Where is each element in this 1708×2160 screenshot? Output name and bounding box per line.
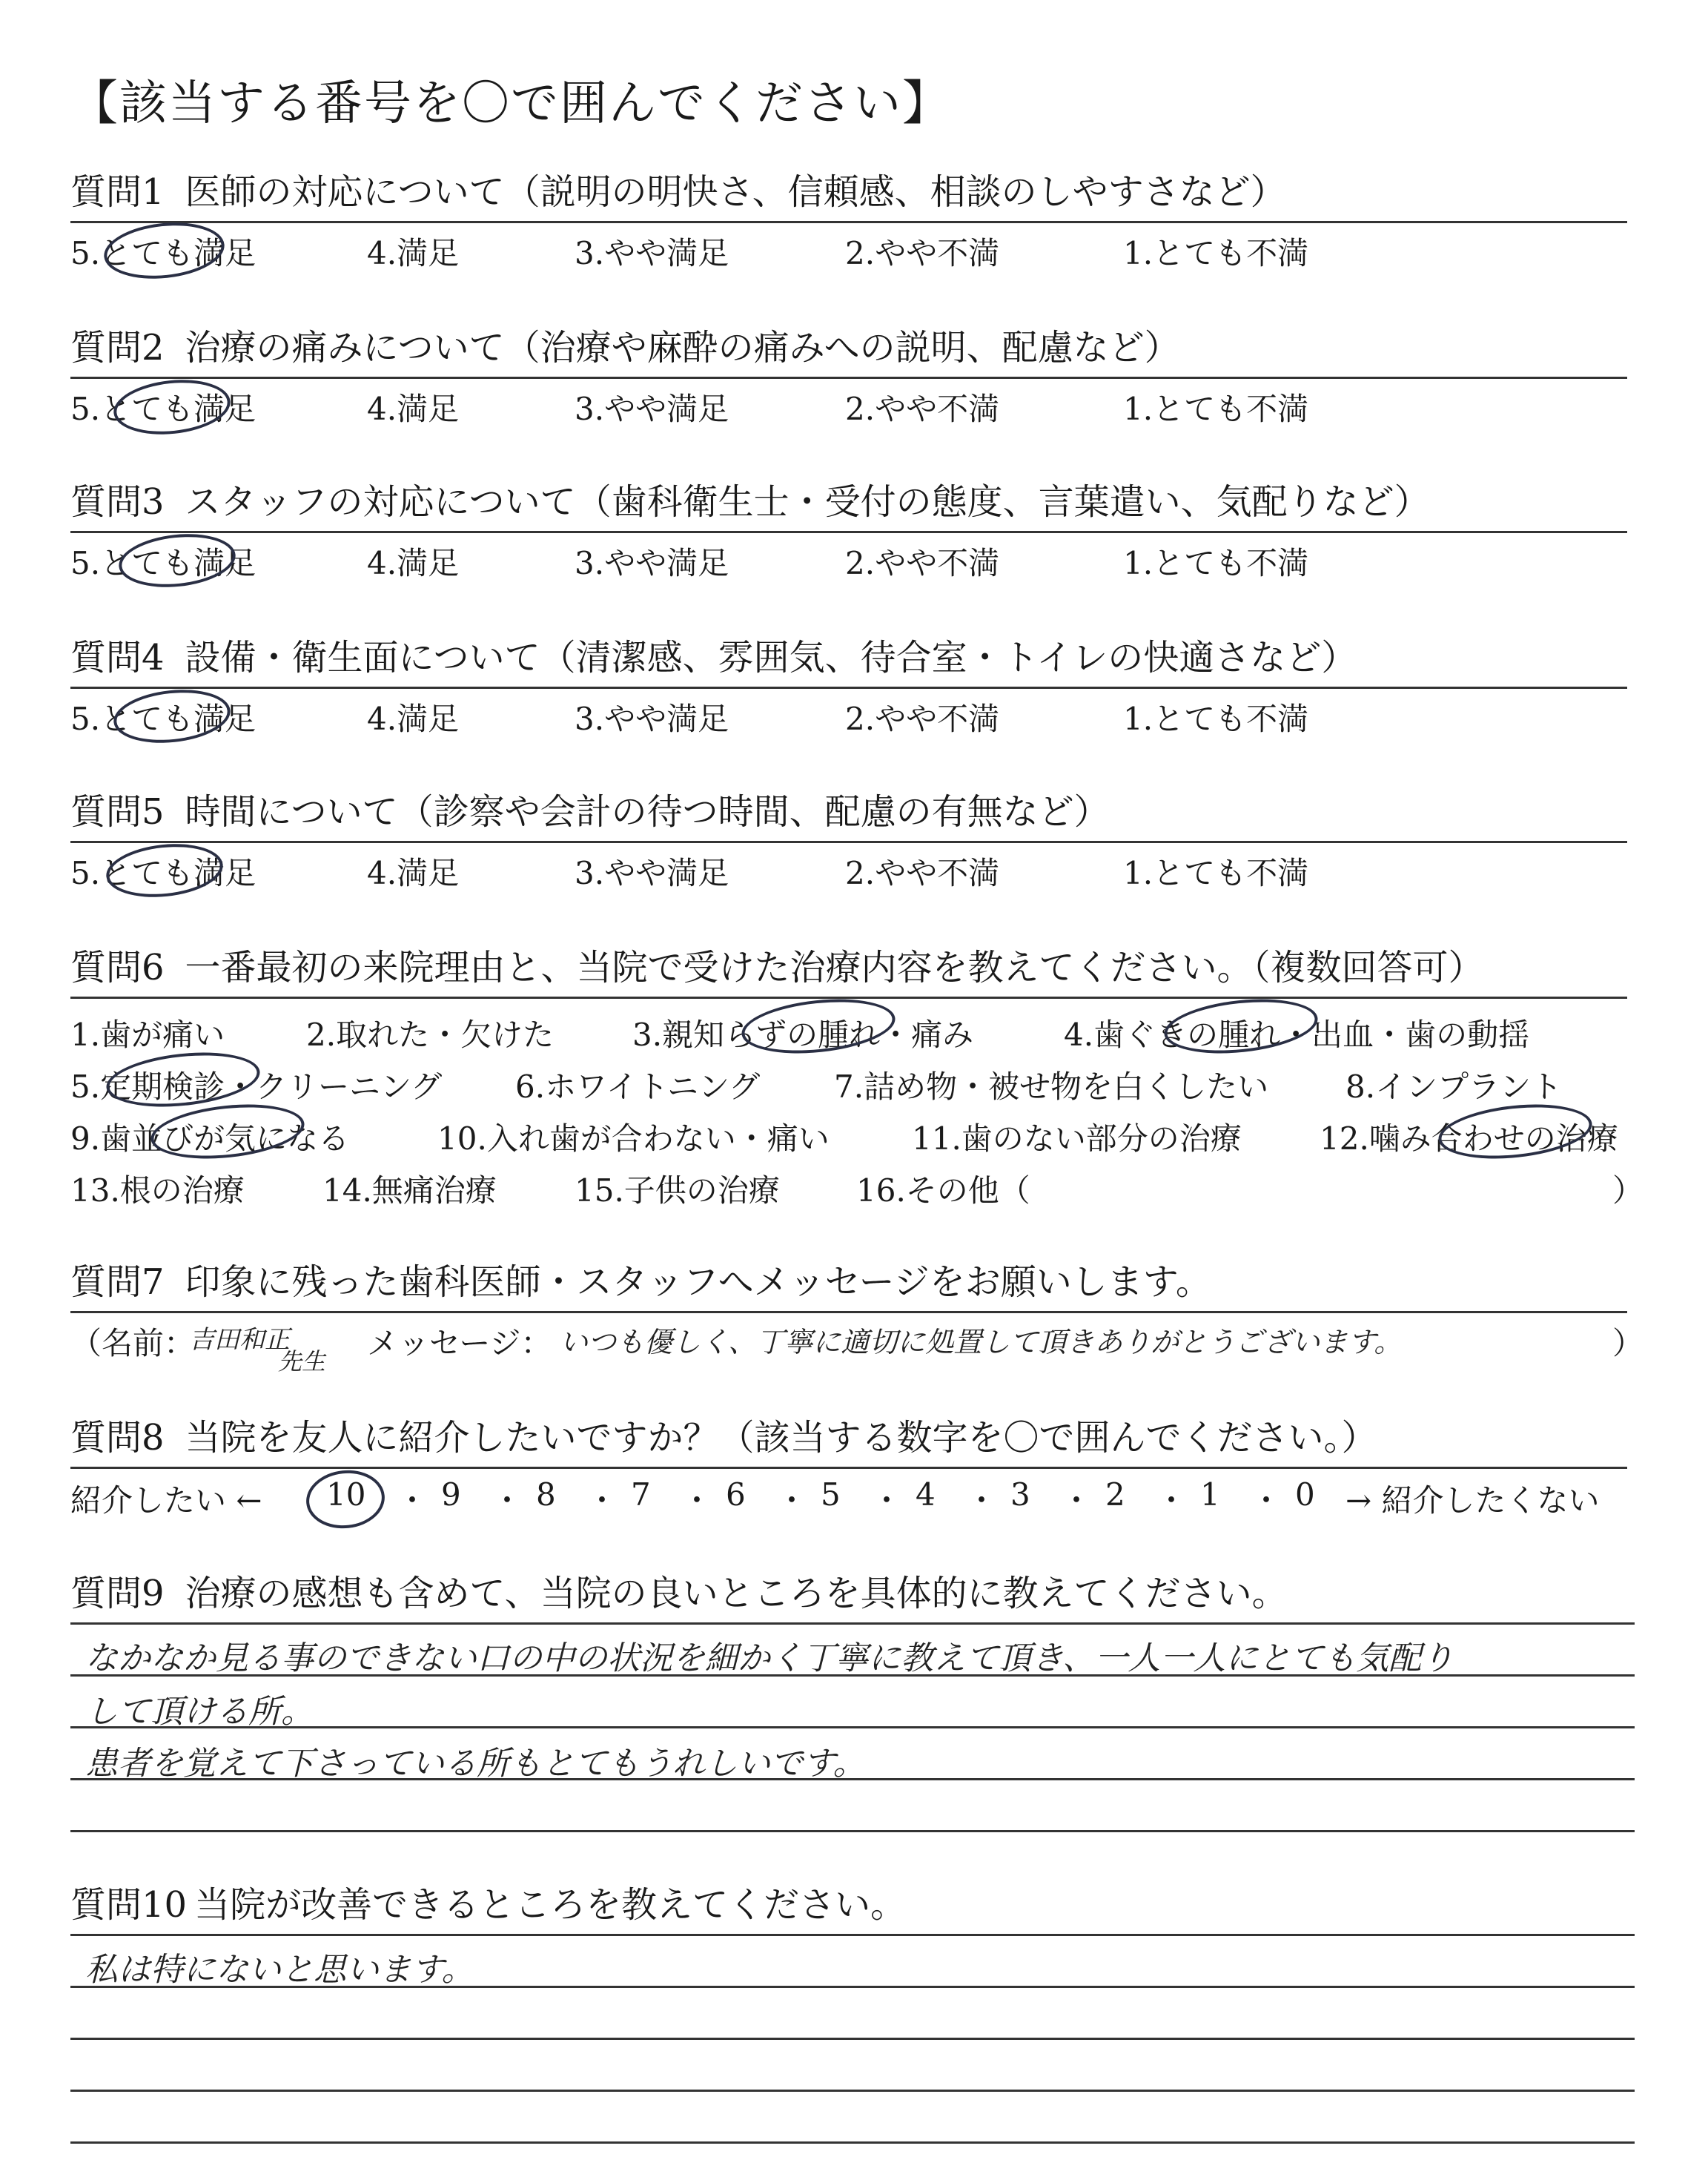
question-text: 印象に残った歯科医師・スタッフへメッセージをお願いします。	[185, 1261, 1211, 1303]
rating-options	[70, 689, 1627, 741]
treatment-options	[70, 999, 1644, 1214]
scale-7[interactable]: 7	[631, 1476, 651, 1513]
option-1[interactable]: 1.とても不満	[1123, 235, 1309, 271]
question-title	[70, 1259, 1627, 1313]
name-suffix: 先生	[278, 1347, 326, 1375]
question-8	[70, 1415, 1627, 1528]
dot-separator: ・	[1156, 1482, 1188, 1519]
option-11[interactable]: 11.歯のない部分の治療	[912, 1120, 1242, 1157]
dot-separator: ・	[491, 1482, 523, 1519]
option-7[interactable]: 7.詰め物・被せ物を白くしたい	[834, 1069, 1269, 1105]
scale-2[interactable]: 2	[1105, 1476, 1125, 1513]
question-title	[70, 945, 1627, 999]
option-4[interactable]: 4.満足	[367, 701, 460, 737]
dot-separator: ・	[681, 1482, 713, 1519]
answer-line	[70, 2038, 1635, 2040]
question-7	[70, 1259, 1644, 1375]
question-text: 当院を友人に紹介したいですか？（該当する数字を〇で囲んでください。）	[185, 1417, 1377, 1459]
answer-line	[70, 1986, 1635, 1988]
question-title	[70, 789, 1627, 843]
question-text: 一番最初の来院理由と、当院で受けた治療内容を教えてください。（複数回答可）	[185, 947, 1484, 988]
question-10	[70, 1882, 1627, 1989]
option-3[interactable]: 3.やや満足	[575, 545, 729, 581]
answer-line	[70, 1934, 1635, 1936]
question-4	[70, 635, 1627, 741]
question-text: 設備・衛生面について（清潔感、雰囲気、待合室・トイレの快適さなど）	[185, 637, 1357, 678]
option-6[interactable]: 6.ホワイトニング	[515, 1069, 761, 1105]
options-row	[70, 1160, 1644, 1212]
option-2[interactable]: 2.やや不満	[845, 391, 1000, 427]
answer-line	[70, 1622, 1635, 1625]
dot-separator: ・	[1251, 1482, 1282, 1519]
option-5[interactable]: 5.とても満足	[70, 701, 256, 737]
option-14[interactable]: 14.無痛治療	[322, 1172, 497, 1209]
scale-5[interactable]: 5	[821, 1476, 841, 1513]
answer-line	[70, 1674, 1635, 1677]
question-number: 質問9	[70, 1573, 165, 1614]
rating-options	[70, 843, 1627, 895]
answer-text[interactable]: なかなか見る事のできない口の中の状況を細かく丁寧に教えて頂き、一人一人にとても気配り	[85, 1639, 1454, 1677]
question-number: 質問3	[70, 481, 165, 523]
option-1[interactable]: 1.とても不満	[1123, 701, 1309, 737]
scale-6[interactable]: 6	[726, 1476, 746, 1513]
option-4[interactable]: 4.満足	[367, 545, 460, 581]
answer-line	[70, 1778, 1635, 1780]
scale-8[interactable]: 8	[536, 1476, 556, 1513]
message-value[interactable]: いつも優しく、丁寧に適切に処置して頂きありがとうございます。	[560, 1326, 1403, 1358]
option-1[interactable]: 1.とても不満	[1123, 545, 1309, 581]
question-title	[70, 325, 1627, 379]
rating-options	[70, 379, 1627, 431]
answer-line	[70, 2090, 1635, 2092]
option-2[interactable]: 2.やや不満	[845, 855, 1000, 891]
option-5[interactable]: 5.とても満足	[70, 855, 256, 891]
option-4[interactable]: 4.歯ぐきの腫れ・出血・歯の動揺	[1064, 1017, 1530, 1053]
question-title	[70, 1415, 1627, 1469]
option-8[interactable]: 8.インプラント	[1345, 1069, 1563, 1105]
option-3[interactable]: 3.やや満足	[575, 701, 729, 737]
question-text: スタッフの対応について（歯科衛生士・受付の態度、言葉遣い、気配りなど）	[185, 481, 1430, 523]
option-4[interactable]: 4.満足	[367, 391, 460, 427]
option-15[interactable]: 15.子供の治療	[575, 1172, 780, 1209]
question-1	[70, 169, 1627, 275]
question-title	[70, 1882, 1627, 1934]
question-number: 質問10	[70, 1884, 188, 1926]
scale-left-label: 紹介したい ←	[70, 1482, 262, 1519]
question-number: 質問4	[70, 637, 165, 678]
scale-3[interactable]: 3	[1010, 1476, 1030, 1513]
option-16[interactable]: 16.その他（	[856, 1172, 1030, 1209]
message-label: メッセージ：	[367, 1325, 552, 1361]
answer-text[interactable]: 患者を覚えて下さっている所もとてもうれしいです。	[85, 1745, 866, 1783]
question-title	[70, 169, 1627, 223]
answer-line	[70, 2141, 1635, 2144]
option-3[interactable]: 3.やや満足	[575, 391, 729, 427]
option-13[interactable]: 13.根の治療	[70, 1172, 245, 1209]
scale-right-label: → 紹介したくない	[1345, 1482, 1600, 1519]
question-text: 時間について（診察や会計の待つ時間、配慮の有無など）	[185, 791, 1110, 833]
name-value[interactable]: 吉田和正	[189, 1325, 290, 1355]
page-title: 【該当する番号を〇で囲んでください】	[70, 76, 951, 131]
scale-4[interactable]: 4	[916, 1476, 936, 1513]
option-9[interactable]: 9.歯並びが気になる	[70, 1120, 350, 1157]
dot-separator: ・	[776, 1482, 808, 1519]
option-4[interactable]: 4.満足	[367, 235, 460, 271]
name-label: （名前：	[70, 1325, 196, 1361]
dot-separator: ・	[586, 1482, 618, 1519]
scale-10[interactable]: 10	[326, 1476, 366, 1513]
option-2[interactable]: 2.やや不満	[845, 235, 1000, 271]
question-5	[70, 789, 1627, 895]
option-1[interactable]: 1.とても不満	[1123, 391, 1309, 427]
scale-0[interactable]: 0	[1295, 1476, 1315, 1513]
option-3[interactable]: 3.やや満足	[575, 855, 729, 891]
dot-separator: ・	[871, 1482, 903, 1519]
option-5[interactable]: 5.定期検診・クリーニング	[70, 1069, 443, 1105]
answer-text[interactable]: 私は特にないと思います。	[85, 1951, 474, 1989]
option-5[interactable]: 5.とても満足	[70, 545, 256, 581]
question-text: 医師の対応について（説明の明快さ、信頼感、相談のしやすさなど）	[185, 171, 1286, 213]
question-number: 質問2	[70, 327, 165, 369]
option-3[interactable]: 3.やや満足	[575, 235, 729, 271]
scale-9[interactable]: 9	[441, 1476, 461, 1513]
option-5[interactable]: 5.とても満足	[70, 391, 256, 427]
option-1[interactable]: 1.歯が痛い	[70, 1017, 225, 1053]
option-2[interactable]: 2.やや不満	[845, 701, 1000, 737]
dot-separator: ・	[1061, 1482, 1093, 1519]
question-text: 治療の痛みについて（治療や麻酔の痛みへの説明、配慮など）	[185, 327, 1180, 369]
answer-line	[70, 1726, 1635, 1728]
option-5[interactable]: 5.とても満足	[70, 235, 256, 271]
option-10[interactable]: 10.入れ歯が合わない・痛い	[437, 1120, 830, 1157]
options-row	[70, 1005, 1635, 1057]
question-2	[70, 325, 1627, 431]
option-12[interactable]: 12.噛み合わせの治療	[1320, 1120, 1618, 1157]
question-number: 質問7	[70, 1261, 165, 1303]
answer-text[interactable]: して頂ける所。	[85, 1693, 314, 1731]
options-row	[70, 1109, 1635, 1160]
question-6	[70, 945, 1644, 1214]
question-text: 当院が改善できるところを教えてください。	[194, 1884, 907, 1926]
question-title	[70, 479, 1627, 533]
question-title	[70, 1571, 1627, 1622]
question-text: 治療の感想も含めて、当院の良いところを具体的に教えてください。	[185, 1573, 1288, 1614]
options-row	[70, 1057, 1635, 1109]
option-4[interactable]: 4.満足	[367, 855, 460, 891]
question-title	[70, 635, 1627, 689]
rating-options	[70, 223, 1627, 275]
recommend-scale	[70, 1469, 1627, 1528]
answer-line	[70, 1830, 1635, 1832]
question-number: 質問5	[70, 791, 165, 833]
option-2[interactable]: 2.取れた・欠けた	[306, 1017, 555, 1053]
question-number: 質問6	[70, 947, 165, 988]
message-row	[70, 1313, 1644, 1375]
scale-1[interactable]: 1	[1200, 1476, 1220, 1513]
dot-separator: ・	[966, 1482, 998, 1519]
question-9	[70, 1571, 1627, 1783]
option-3[interactable]: 3.親知らずの腫れ・痛み	[632, 1017, 974, 1053]
question-number: 質問8	[70, 1417, 165, 1459]
rating-options	[70, 533, 1627, 585]
question-number: 質問1	[70, 171, 165, 213]
question-3	[70, 479, 1627, 585]
option-1[interactable]: 1.とても不満	[1123, 855, 1309, 891]
option-2[interactable]: 2.やや不満	[845, 545, 1000, 581]
close-paren: ）	[1612, 1172, 1644, 1209]
dot-separator: ・	[397, 1482, 428, 1519]
close-paren: ）	[1612, 1325, 1644, 1361]
